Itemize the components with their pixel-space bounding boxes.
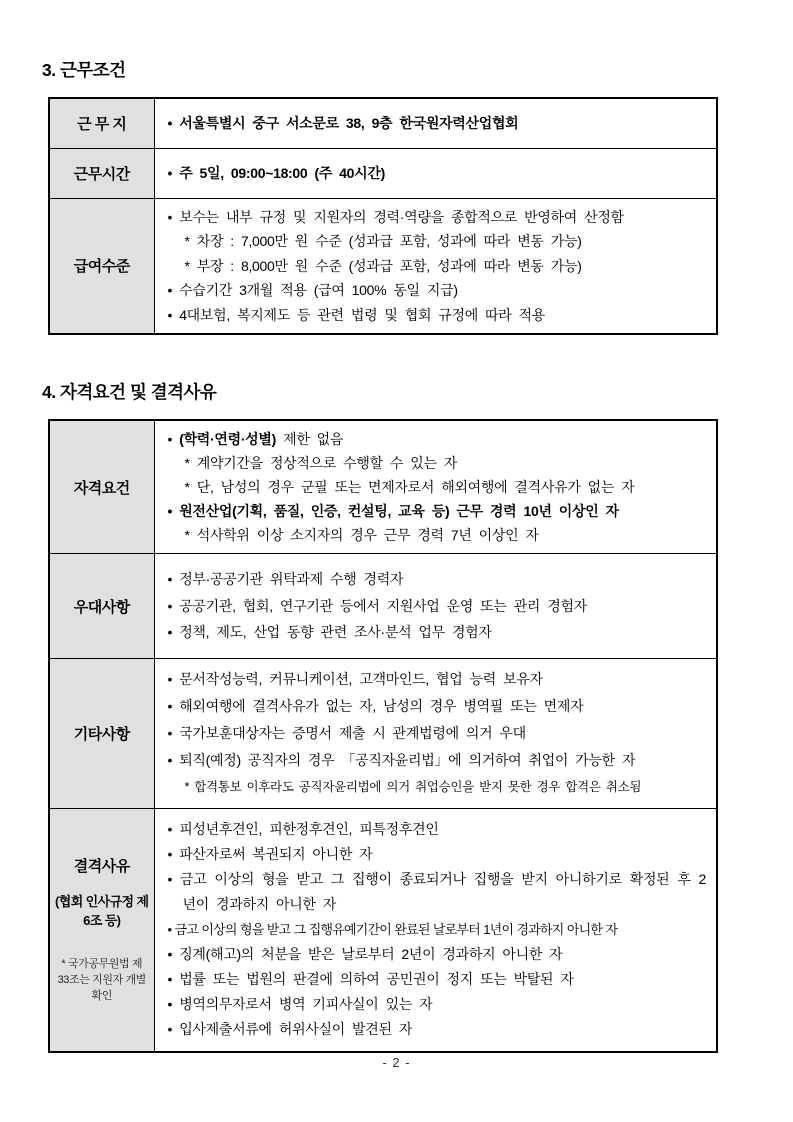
row-label-disqualification xyxy=(49,809,154,1052)
working-conditions-table xyxy=(48,97,718,335)
content-line: * 단, 남성의 경우 군필 또는 면제자로서 해외여행에 결격사유가 없는 자 xyxy=(184,479,635,495)
table-row-hours xyxy=(49,148,717,198)
page-number: - 2 - xyxy=(382,1055,411,1070)
qualification-content xyxy=(154,420,717,554)
content-line: * 석사학위 이상 소지자의 경우 근무 경력 7년 이상인 자 xyxy=(184,527,539,543)
content-line: • 주 5일, 09:00~18:00 (주 40시간) xyxy=(167,165,385,181)
content-line: * 부장 : 8,000만 원 수준 (성과급 포함, 성과에 따라 변동 가능) xyxy=(184,257,582,274)
row-label-salary: 급여수준 xyxy=(49,198,154,334)
content-line: • 피성년후견인, 피한정후견인, 피특정후견인 xyxy=(167,821,439,838)
table-row-salary xyxy=(49,198,717,334)
content-line: * 차장 : 7,000만 원 수준 (성과급 포함, 성과에 따라 변동 가능) xyxy=(184,233,582,249)
content-line xyxy=(168,427,707,451)
content-line: • 수습기간 3개월 적용 (급여 100% 동일 지급) xyxy=(167,282,458,298)
content-line: • 보수는 내부 규정 및 지원자의 경력·역량을 종합적으로 반영하여 산정함 xyxy=(167,208,624,225)
table-row-workplace xyxy=(49,98,717,148)
content-line: • 4대보험, 복지제도 등 관련 법령 및 협회 규정에 따라 적용 xyxy=(167,306,546,323)
content-line: • 문서작성능력, 커뮤니케이션, 고객마인드, 협업 능력 보유자 xyxy=(167,671,543,687)
disqualification-content xyxy=(154,809,717,1052)
disqualification-label-subtitle: (협회 인사규정 제6조 등) xyxy=(55,894,149,929)
disqualification-label-title: 결격사유 xyxy=(73,858,130,876)
row-label-workplace: 근 무 지 xyxy=(49,98,154,148)
table-row-disqualification xyxy=(49,809,717,1052)
content-line: • 원전산업(기획, 품질, 인증, 컨설팅, 교육 등) 근무 경력 10년 이상인 자 xyxy=(167,503,619,519)
content-line: • 서울특별시 중구 서소문로 38, 9층 한국원자력산업협회 xyxy=(167,115,519,132)
table-row-etc xyxy=(49,659,717,809)
etc-content xyxy=(154,659,717,809)
row-label-hours: 근무시간 xyxy=(49,148,154,198)
content-line: • 공공기관, 협회, 연구기관 등에서 지원사업 운영 또는 관리 경험자 xyxy=(167,597,587,614)
content-line: • 파산자로써 복권되지 아니한 자 xyxy=(167,846,373,863)
hours-content xyxy=(154,148,717,198)
row-label-qualification: 자격요건 xyxy=(49,420,154,554)
content-line: • 금고 이상의 형을 받고 그 집행유예기간이 완료된 날로부터 1년이 경과하지 아니한 자 xyxy=(167,922,618,938)
disqualification-label-note: * 국가공무원법 제33조는 지원자 개별 확인 xyxy=(57,958,146,1003)
row-label-etc: 기타사항 xyxy=(49,659,154,809)
emphasized-text: (학력·연령·성별) xyxy=(179,431,276,447)
content-line: • 정책, 제도, 산업 동향 관련 조사·분석 업무 경험자 xyxy=(167,624,492,641)
section3-heading: 3. 근무조건 xyxy=(42,60,126,80)
content-line: • 정부·공공기관 위탁과제 수행 경력자 xyxy=(167,571,404,588)
preference-content xyxy=(154,554,717,659)
content-line: • 법률 또는 법원의 판결에 의하여 공민권이 정지 또는 박탈된 자 xyxy=(167,971,574,988)
content-line: • 국가보훈대상자는 증명서 제출 시 관계법령에 의거 우대 xyxy=(167,725,526,741)
content-note-line: * 합격통보 이후라도 공직자윤리법에 의거 취업승인을 받지 못한 경우 합격은 취소됨 xyxy=(184,780,642,794)
salary-content xyxy=(154,198,717,334)
content-line: • 징계(해고)의 처분을 받은 날로부터 2년이 경과하지 아니한 자 xyxy=(167,946,563,963)
content-line: * 계약기간을 정상적으로 수행할 수 있는 자 xyxy=(184,455,457,471)
content-line: • 금고 이상의 형을 받고 그 집행이 종료되거나 집행을 받지 아니하기로 확정된 후 2년이 경과하지 아니한 자 xyxy=(167,871,706,913)
table-row-qualification xyxy=(49,420,717,554)
table-row-preference xyxy=(49,554,717,659)
content-line: • 해외여행에 결격사유가 없는 자, 남성의 경우 병역필 또는 면제자 xyxy=(167,698,584,714)
row-label-preference: 우대사항 xyxy=(49,554,154,659)
content-line: • 퇴직(예정) 공직자의 경우 「공직자윤리법」에 의거하여 취업이 가능한 자 xyxy=(167,752,636,768)
bullet: • xyxy=(167,431,180,447)
plain-text: 제한 없음 xyxy=(276,431,344,447)
qualification-table xyxy=(48,419,718,1053)
section4-heading: 4. 자격요건 및 결격사유 xyxy=(42,382,217,402)
content-line: • 병역의무자로서 병역 기피사실이 있는 자 xyxy=(167,996,433,1013)
content-line: • 입사제출서류에 허위사실이 발견된 자 xyxy=(167,1021,413,1038)
workplace-content xyxy=(154,98,717,148)
